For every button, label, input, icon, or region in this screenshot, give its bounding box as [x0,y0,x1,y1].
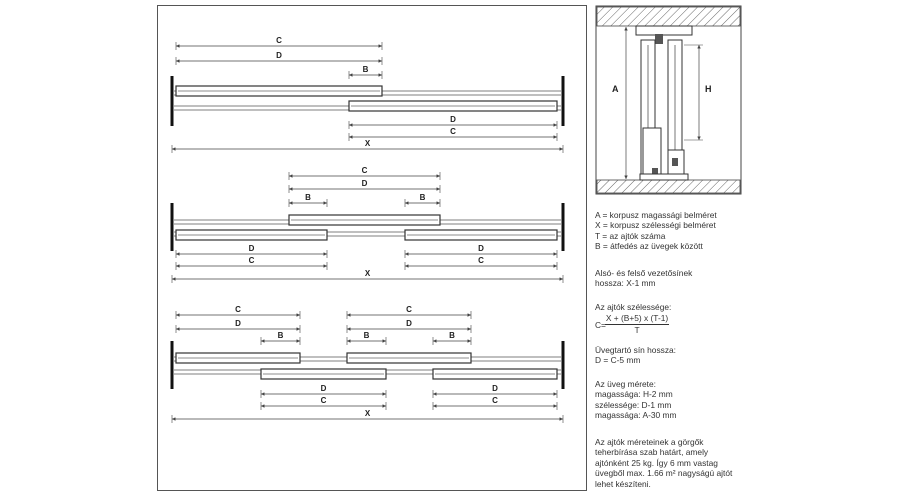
plan3-dim-d-1-label: D [235,319,241,328]
glass-rail-value: D = C-5 mm [595,355,641,366]
legend-door-width-title [595,302,755,312]
section-view [596,6,741,194]
plan2-dim-c-top-label: C [361,166,368,175]
plan2-dim-x-label: X [364,269,371,278]
def-b: B = átfedés az üvegek között [595,241,703,252]
formula-prefix: C= [595,320,606,330]
formula-denominator: T [634,325,640,335]
legend-note [595,437,755,489]
plan3-dim-c-1-label: C [235,305,241,314]
def-x: X = korpusz szélességi belméret [595,220,716,231]
plan1-wall-left [171,76,174,126]
rail-line-2: hossza: X-1 mm [595,278,656,289]
note-line-5: lehet készíteni. [595,478,651,489]
plan2-dim-d-right-label: D [478,244,484,253]
note-line-1: Az ajtók méreteinek a görgők [595,437,704,447]
dim-label-h: H [705,84,712,94]
note-line-2: teherbírása szab határt, amely [595,447,709,458]
plan2-dim-c-left-label: C [248,256,255,265]
top-roller [655,34,663,44]
legend-glass-size [595,379,755,421]
door-width-title: Az ajtók szélessége: [595,302,672,312]
formula-numerator: X + (B+5) x (T-1) [605,313,669,323]
plan3-wall-right [562,341,565,389]
plan2-wall-left [171,203,174,251]
bottom-profile-left [643,128,661,174]
note-line-3: ajtónként 25 kg. Így 6 mm vastag [595,457,718,468]
rail-line-1: Alsó- és felső vezetősínek [595,268,693,278]
glass-height-2: magassága: A-30 mm [595,410,677,421]
plan1-dim-b-label: B [362,65,369,74]
plan1-wall-right [562,76,565,126]
top-beam [597,7,740,26]
bottom-rail [640,174,688,180]
plan1-dim-d-bottom-label: D [450,115,456,124]
plan2-dim-c-right-label: C [478,256,484,265]
plan2-dim-b-left-label: B [305,193,311,202]
plan1-dim-d-top-label: D [276,51,282,60]
def-a: A = korpusz magassági belméret [595,210,717,220]
dim-label-a: A [612,84,619,94]
glass-size-title: Az üveg mérete: [595,379,656,389]
glass-width: szélessége: D-1 mm [595,399,672,410]
bottom-beam [597,180,740,193]
plan2-dim-d-left-label: D [248,244,255,253]
formula-fraction [605,313,669,335]
plan2-dim-b-right-label: B [419,193,426,202]
plan3-dim-b-1-label: B [277,331,284,340]
plan3-dim-b-2-label: B [363,331,370,340]
plan2-wall-right [562,203,565,251]
note-line-4: üvegből max. 1.66 m² nagyságú ajtót [595,468,733,479]
legend-rails [595,268,755,289]
plan1-dim-c-bottom-label: C [450,127,456,136]
plan1-dim-x-label: X [364,139,371,148]
plan-views [171,36,565,423]
plan3-dim-d-4-label: D [492,384,498,393]
plan3-dim-x-label: X [364,409,371,418]
glass-height: magassága: H-2 mm [595,389,673,400]
plan3-dim-d-3-label: D [406,319,412,328]
legend-definitions [595,210,755,252]
plan2-dim-d-top-label: D [361,179,368,188]
plan3-wall-left [171,341,174,389]
def-t: T = az ajtók száma [595,230,666,241]
plan3-dim-b-3-label: B [449,331,455,340]
plan3-dim-d-2-label: D [320,384,327,393]
plan3-dim-c-3-label: C [406,305,412,314]
plan1-dim-c-top-label: C [276,36,282,45]
plan3-dim-c-2-label: C [320,396,327,405]
glass-rail-title: Üvegtartó sín hossza: [595,345,676,355]
plan3-dim-c-4-label: C [492,396,498,405]
legend-glass-rail [595,345,755,366]
top-rail [636,26,692,35]
